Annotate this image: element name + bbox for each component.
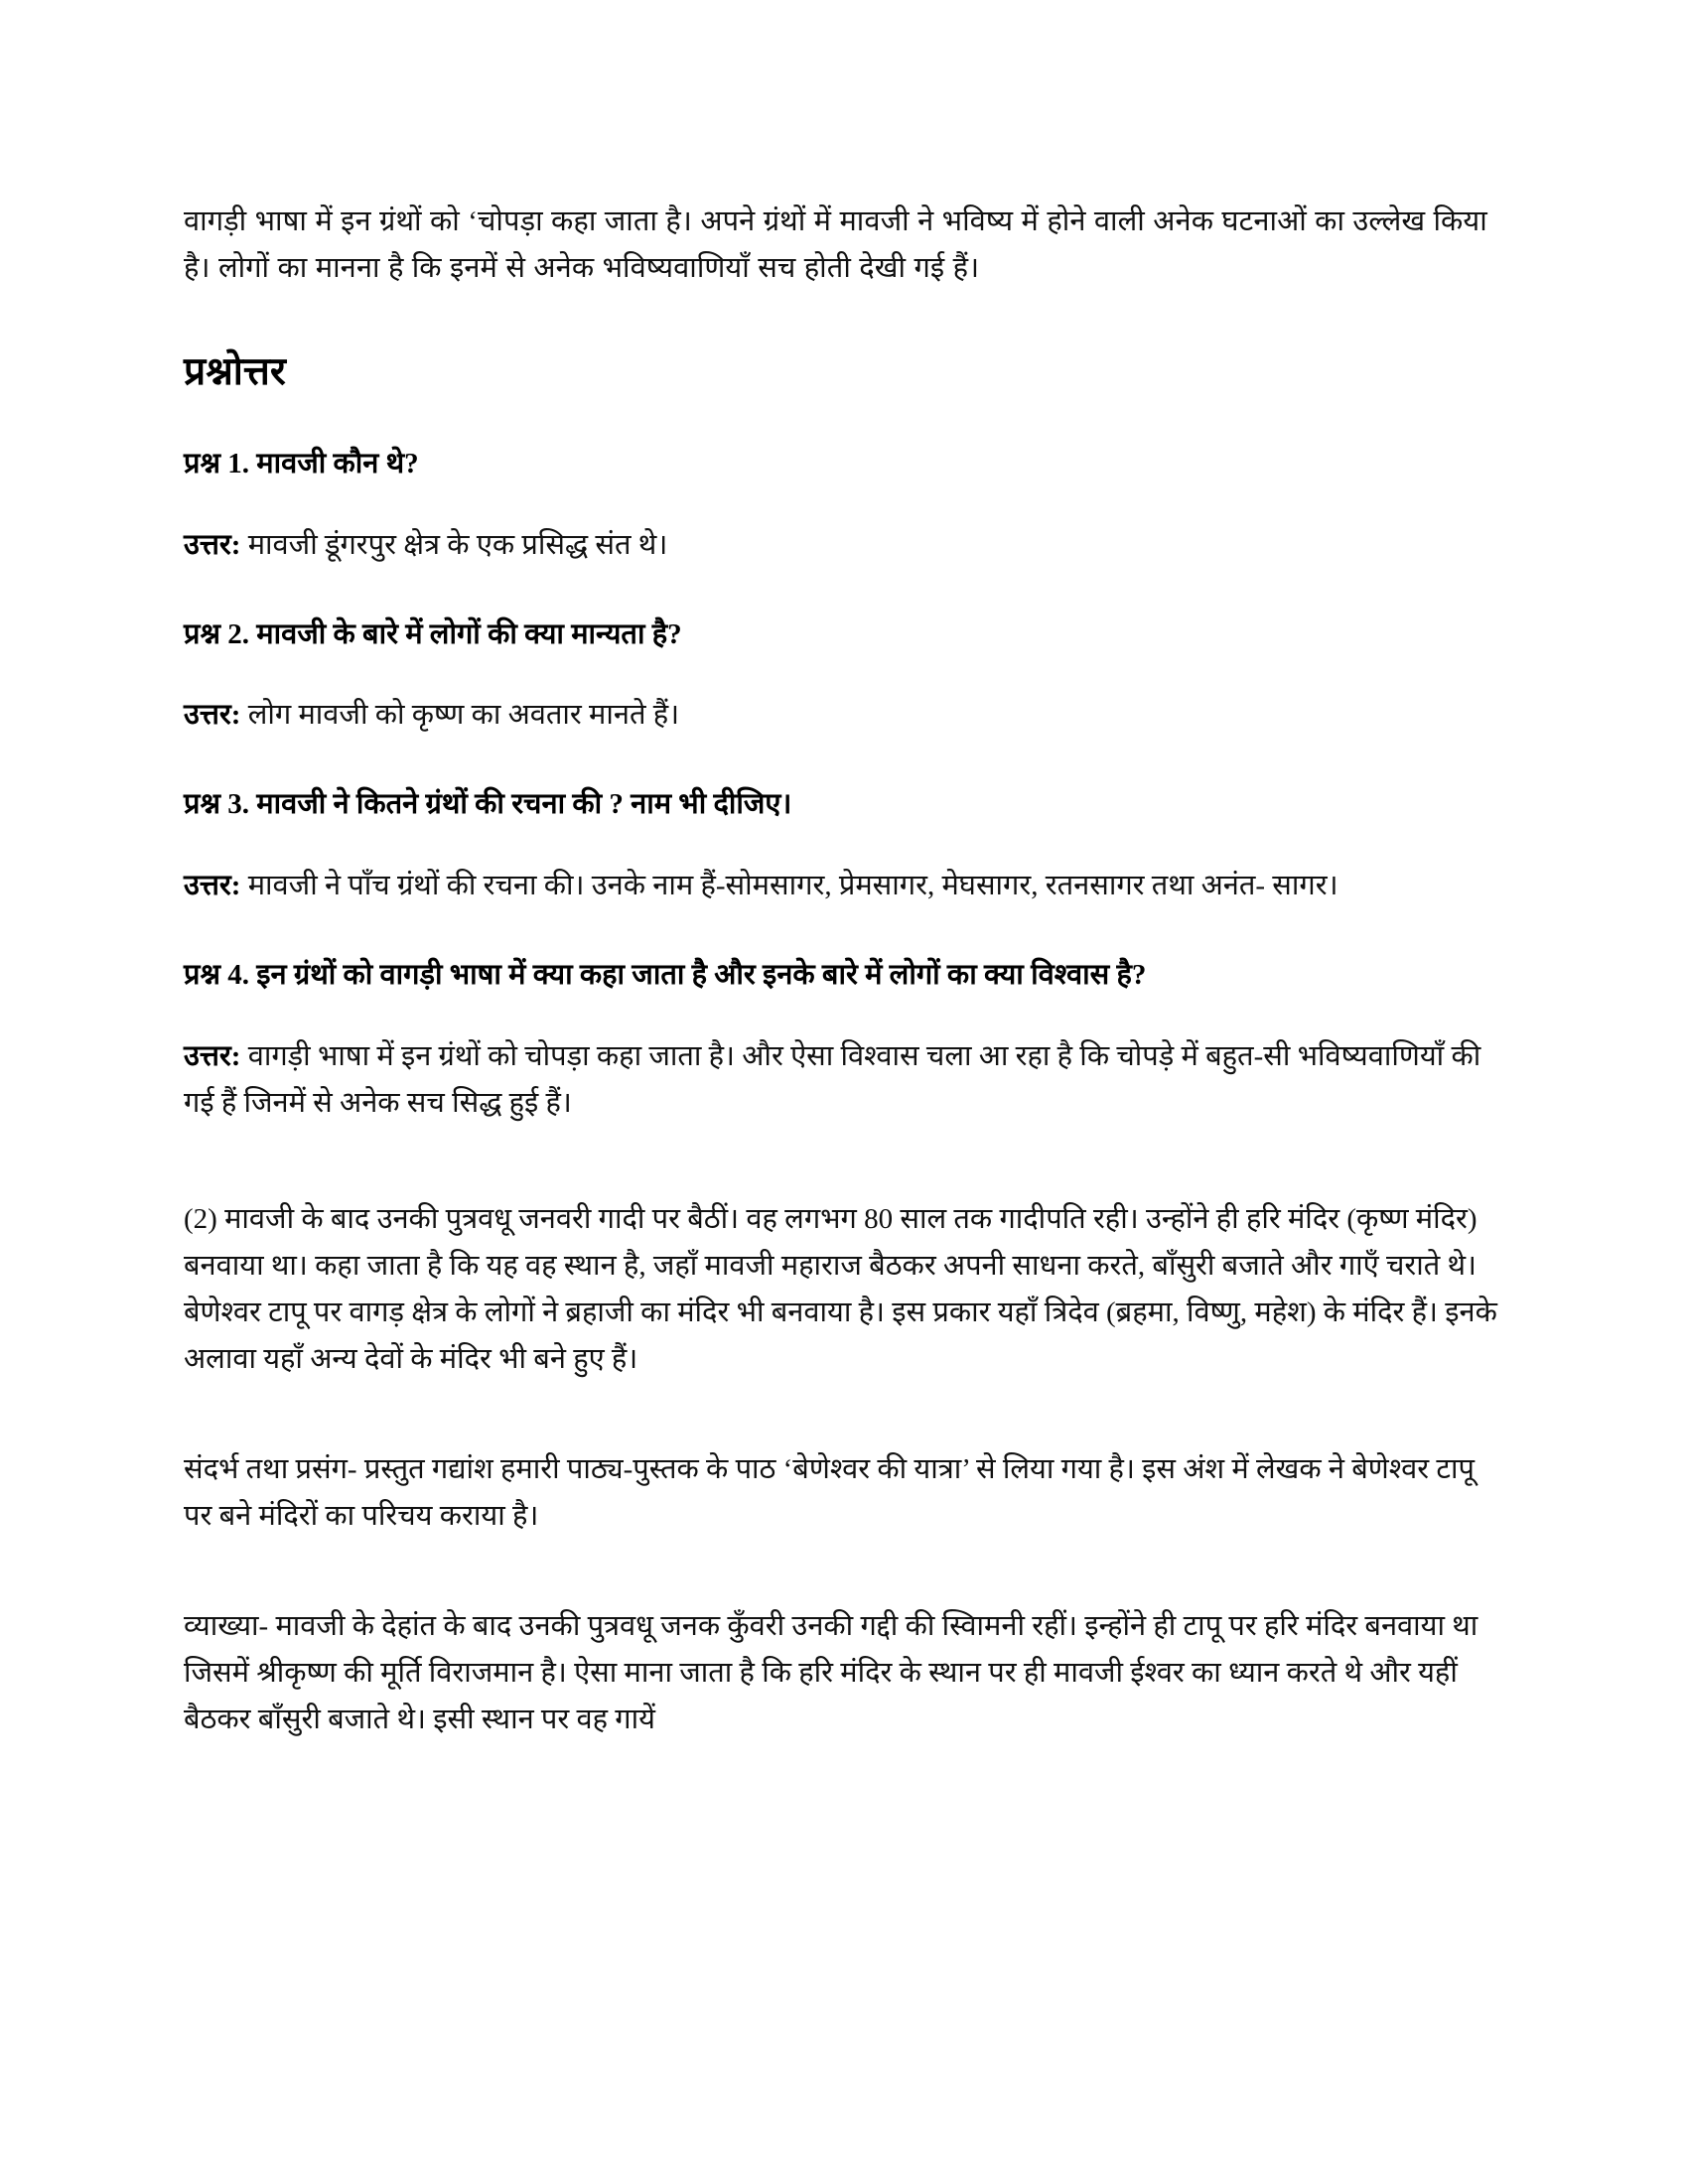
section-heading-prashnottar: प्रश्नोत्तर xyxy=(184,349,286,393)
qa-item-2 xyxy=(184,613,1504,740)
answer-4-label: उत्तर: xyxy=(184,1040,241,1073)
passage-number-label: (2) xyxy=(184,1203,217,1236)
intro-paragraph: वागड़ी भाषा में इन ग्रंथों को ‘चोपड़ा कहा जाता है। अपने ग्रंथों में मावजी ने भविष्य में होने वाली अनेक घटनाओं का उल्लेख किया है। लोगों का मानना है कि इनमें से अनेक भविष्यवाणियाँ सच होती देखी गई हैं। xyxy=(184,205,1487,284)
answer-4 xyxy=(184,1033,1504,1127)
question-2: प्रश्न 2. मावजी के बारे में लोगों की क्या मान्यता है? xyxy=(184,617,682,650)
explanation-label: व्याख्या- xyxy=(184,1610,269,1643)
qa-item-1 xyxy=(184,442,1504,569)
answer-1-label: उत्तर: xyxy=(184,528,241,561)
context-label: संदर्भ तथा प्रसंग- xyxy=(184,1453,357,1486)
answer-3-text: मावजी ने पाँच ग्रंथों की रचना की। उनके नाम हैं-सोमसागर, प्रेमसागर, मेघसागर, रतनसागर तथा अनंत- सागर। xyxy=(240,870,1338,902)
question-1: प्रश्न 1. मावजी कौन थे? xyxy=(184,447,419,479)
answer-2-text: लोग मावजी को कृष्ण का अवतार मानते हैं। xyxy=(240,699,680,732)
answer-4-text: वागड़ी भाषा में इन ग्रंथों को चोपड़ा कहा जाता है। और ऐसा विश्वास चला आ रहा है कि चोपड़े में बहुत-सी भविष्यवाणियाँ की गई हैं जिनमें से अनेक सच सिद्ध हुई हैं। xyxy=(184,1040,1481,1120)
answer-3 xyxy=(184,863,1504,909)
question-3: प्रश्न 3. मावजी ने कितने ग्रंथों की रचना की ? नाम भी दीजिए। xyxy=(184,788,792,821)
explanation-text: मावजी के देहांत के बाद उनकी पुत्रवधू जनक कुँवरी उनकी गद्दी की स्वािमनी रहीं। इन्होंने ही टापू पर हरि मंदिर बनवाया था जिसमें श्रीकृष्ण की मूर्ति विराजमान है। ऐसा माना जाता है कि हरि मंदिर के स्थान पर ही मावजी ईश्वर का ध्यान करते थे और यहीं बैठकर बाँसुरी बजाते थे। इसी स्थान पर वह गायें xyxy=(184,1610,1478,1735)
context-text: प्रस्तुत गद्यांश हमारी पाठ्य-पुस्तक के पाठ ‘बेणेश्वर की यात्रा’ से लिया गया है। इस अंश में लेखक ने बेणेश्वर टापू पर बने मंदिरों का परिचय कराया है। xyxy=(184,1453,1475,1533)
answer-3-label: उत्तर: xyxy=(184,870,241,902)
answer-1 xyxy=(184,522,1504,569)
answer-1-text: मावजी डूंगरपुर क्षेत्र के एक प्रसिद्ध संत थे। xyxy=(240,528,668,561)
passage-paragraph-2 xyxy=(184,1196,1504,1383)
qa-item-3 xyxy=(184,782,1504,909)
context-paragraph xyxy=(184,1446,1504,1540)
qa-item-4 xyxy=(184,953,1504,1127)
answer-2 xyxy=(184,692,1504,739)
explanation-paragraph xyxy=(184,1603,1504,1743)
question-4: प्रश्न 4. इन ग्रंथों को वागड़ी भाषा में क्या कहा जाता है और इनके बारे में लोगों का क्या विश्वास है? xyxy=(184,959,1147,992)
answer-2-label: उत्तर: xyxy=(184,699,241,732)
passage-text: मावजी के बाद उनकी पुत्रवधू जनवरी गादी पर बैठीं। वह लगभग 80 साल तक गादीपति रही। उन्होंने ही हरि मंदिर (कृष्ण मंदिर) बनवाया था। कहा जाता है कि यह वह स्थान है, जहाँ मावजी महाराज बैठकर अपनी साधना करते, बाँसुरी बजाते और गाएँ चराते थे। बेणेश्वर टापू पर वागड़ क्षेत्र के लोगों ने ब्रहाजी का मंदिर भी बनवाया है। इस प्रकार यहाँ त्रिदेव (ब्रहमा, विष्णु, महेश) के मंदिर हैं। इनके अलावा यहाँ अन्य देवों के मंदिर भी बने हुए हैं। xyxy=(184,1203,1497,1376)
